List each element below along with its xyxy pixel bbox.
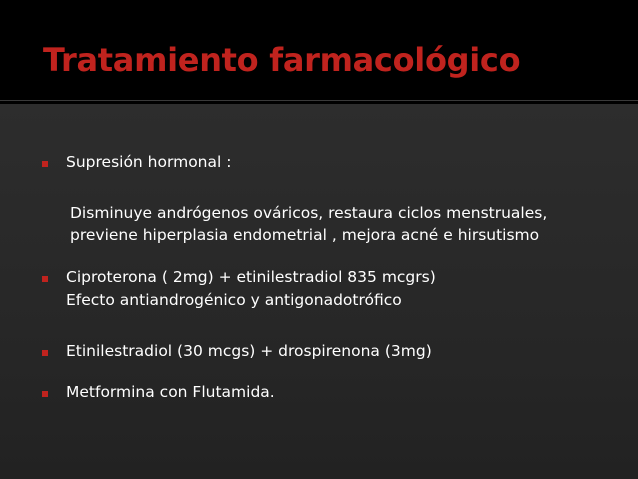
- bullet-marker: [42, 391, 48, 397]
- slide-title: Tratamiento farmacológico: [43, 41, 521, 79]
- title-bar: [0, 0, 638, 100]
- bullet-marker: [42, 276, 48, 282]
- bullet-item: Metformina con Flutamida.: [66, 383, 275, 401]
- bullet-marker: [42, 350, 48, 356]
- bullet-item: Supresión hormonal :: [66, 153, 232, 171]
- bullet-subtext: Disminuye andrógenos ováricos, restaura ciclos menstruales,: [70, 204, 548, 222]
- bullet-list: [0, 104, 638, 479]
- bullet-subtext: previene hiperplasia endometrial , mejora acné e hirsutismo: [70, 226, 540, 244]
- title-divider: [0, 100, 638, 101]
- content-panel: [0, 104, 638, 479]
- bullet-item: Etinilestradiol (30 mcgs) + drospirenona (3mg): [66, 342, 432, 360]
- bullet-marker: [42, 161, 48, 167]
- bullet-item: Ciproterona ( 2mg) + etinilestradiol 835 mcgrs): [66, 268, 436, 286]
- bullet-subtext: Efecto antiandrogénico y antigonadotrófico: [66, 291, 402, 309]
